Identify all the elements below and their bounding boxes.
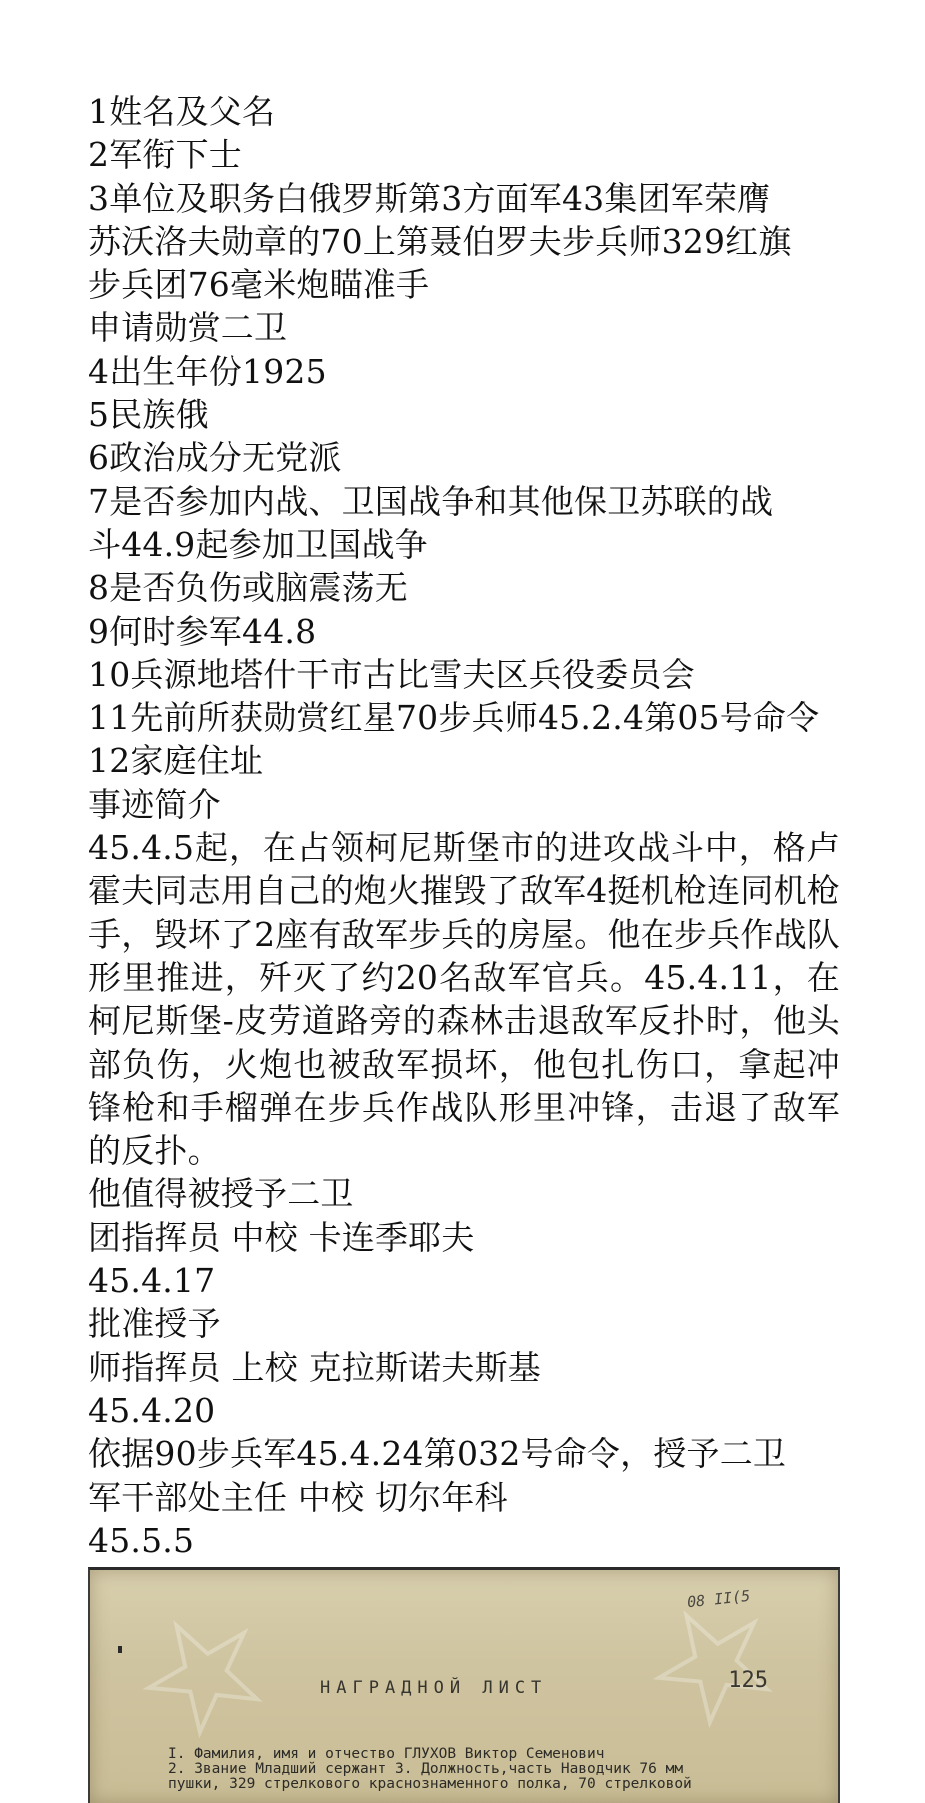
personnel-chief: 军干部处主任 中校 切尔年科: [88, 1477, 508, 1517]
field-name: 1姓名及父名: [88, 92, 276, 131]
document-fields: [168, 1747, 692, 1792]
archival-document-scan: [88, 1567, 840, 1803]
date-regiment: 45.4.17: [88, 1261, 216, 1301]
date-order: 45.5.5: [88, 1520, 195, 1560]
document-title: НАГРАДНОЙ ЛИСТ: [320, 1678, 548, 1698]
field-unit-line-3: 步兵团76毫米炮瞄准手: [88, 265, 430, 305]
field-draft-office: 10兵源地塔什干市古比雪夫区兵役委员会: [88, 654, 695, 694]
field-party: 6政治成分无党派: [88, 438, 342, 478]
document-row: пушки, 329 стрелкового краснознаменного полка, 70 стрелковой: [168, 1776, 692, 1792]
field-war-participation-1: 7是否参加内战、卫国战争和其他保卫苏联的战: [88, 481, 774, 521]
award-order: 依据90步兵军45.4.24第032号命令，授予二卫: [88, 1434, 787, 1474]
recommendation: 他值得被授予二卫: [88, 1174, 354, 1214]
field-war-participation-2: 斗44.9起参加卫国战争: [88, 524, 428, 564]
summary-paragraph: 45.4.5起，在占领柯尼斯堡市的进攻战斗中，格卢霍夫同志用自己的炮火摧毁了敌军4挺机枪连同机枪手，毁坏了2座有敌军步兵的房屋。他在步兵作战队形里推进，歼灭了约20名敌军官兵。45.4.11，在柯尼斯堡-皮劳道路旁的森林击退敌军反扑时，他头部负伤，火炮也被敌军损坏，他包扎伤口，拿起冲锋枪和手榴弹在步兵作战队形里冲锋，击退了敌军的反扑。: [88, 828, 840, 1171]
award-request: 申请勋赏二卫: [88, 308, 288, 348]
summary-heading: 事迹简介: [88, 784, 221, 824]
document-row: I. Фамилия, имя и отчество ГЛУХОВ Виктор Семенович: [168, 1746, 605, 1762]
field-previous-awards: 11先前所获勋赏红星70步兵师45.2.4第05号命令: [88, 698, 820, 738]
archive-number: 08 II(5: [686, 1586, 751, 1612]
field-unit-line-2: 苏沃洛夫勋章的70上第聂伯罗夫步兵师329红旗: [88, 221, 792, 261]
award-translation-text: [88, 90, 848, 1562]
field-nationality: 5民族俄: [88, 395, 209, 435]
document-row: 2. Звание Младший сержант 3. Должность,часть Наводчик 76 мм: [168, 1761, 684, 1777]
field-unit-line-1: 3单位及职务白俄罗斯第3方面军43集团军荣膺: [88, 178, 771, 218]
date-division: 45.4.20: [88, 1390, 216, 1430]
page-number: 125: [728, 1668, 768, 1693]
scan-mark: [118, 1646, 122, 1653]
field-rank: 2军衔下士: [88, 135, 242, 175]
division-commander: 师指挥员 上校 克拉斯诺夫斯基: [88, 1347, 541, 1387]
approval: 批准授予: [88, 1304, 221, 1344]
field-home-address: 12家庭住址: [88, 741, 264, 781]
regiment-commander: 团指挥员 中校 卡连季耶夫: [88, 1217, 475, 1257]
field-enlisted: 9何时参军44.8: [88, 611, 317, 651]
field-wounds: 8是否负伤或脑震荡无: [88, 568, 408, 608]
field-birth-year: 4出生年份1925: [88, 351, 327, 391]
